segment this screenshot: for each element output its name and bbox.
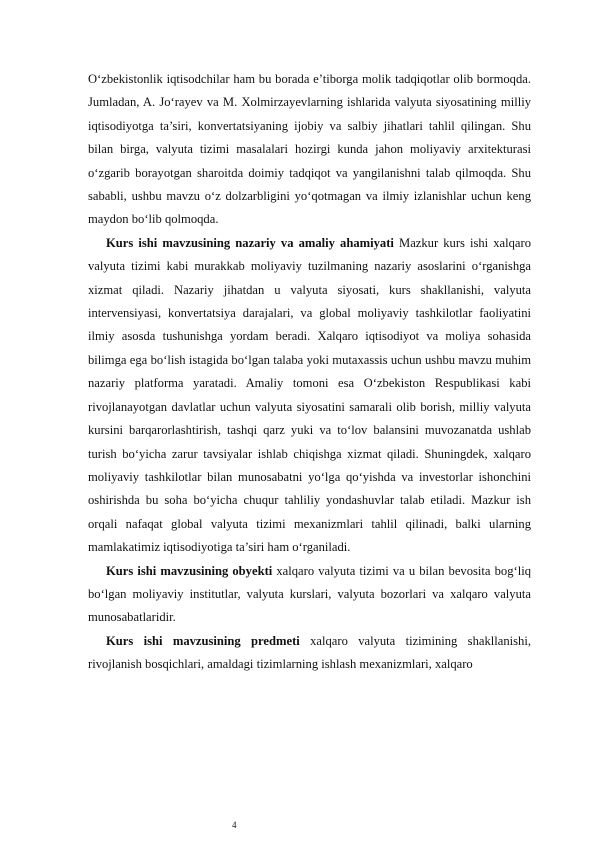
paragraph-subject — [88, 630, 531, 677]
paragraph-text: O‘zbekistonlik iqtisodchilar ham bu borada e’tiborga molik tadqiqotlar olib bormoqda. Jumladan, A. Jo‘rayev va M. Xolmirzayevlarning ishlarida valyuta siyosatining milliy iqtisodiyotga ta’siri, konvertatsiyaning ijobiy va salbiy jihatlari tahlil qilingan. Shu bilan birga, valyuta tizimi masalalari hozirgi kunda jahon moliyaviy arxitekturasi o‘zgarib borayotgan sharoitda doimiy tadqiqot va yangilanishni talab qilmoqda. Shu sababli, ushbu mavzu o‘z dolzarbligini yo‘qotmagan va ilmiy izlanishlar uchun keng maydon bo‘lib qolmoqda. — [88, 72, 531, 227]
paragraph-significance — [88, 232, 531, 560]
paragraph-text: xalqaro valyuta tizimi va u bilan bevosita bog‘liq bo‘lgan moliyaviy institutlar, valyuta kurslari, valyuta bozorlari va xalqaro valyuta munosabatlaridir. — [88, 563, 531, 625]
paragraph-intro — [88, 68, 531, 232]
document-body — [88, 68, 531, 677]
paragraph-text: xalqaro valyuta tizimining shakllanishi, rivojlanish bosqichlari, amaldagi tizimlarning ishlash mexanizmlari, xalqaro — [88, 633, 531, 672]
paragraph-heading: Kurs ishi mavzusining predmeti — [106, 633, 300, 648]
page-number: 4 — [232, 820, 237, 830]
paragraph-heading: Kurs ishi mavzusining obyekti — [106, 563, 273, 578]
paragraph-object — [88, 560, 531, 630]
paragraph-text: Mazkur kurs ishi xalqaro valyuta tizimi kabi murakkab moliyaviy tuzilmaning nazariy asoslarini o‘rganishga xizmat qiladi. Nazariy jihatdan u valyuta siyosati, kurs shakllanishi, valyuta intervensiyasi, konvertatsiya darajalari, va global moliyaviy tashkilotlar faoliyatini ilmiy asosda tushunishga yordam beradi. Xalqaro iqtisodiyot va moliya sohasida bilimga ega bo‘lish istagida bo‘lgan talaba yoki mutaxassis uchun ushbu mavzu muhim nazariy platforma yaratadi. Amaliy tomoni esa O‘zbekiston Respublikasi kabi rivojlanayotgan davlatlar uchun valyuta siyosatini samarali olib borish, milliy valyuta kursini barqarorlashtirish, tashqi qarz yuki va to‘lov balansini muvozanatda ushlab turish bo‘yicha zarur tavsiyalar ishlab chiqishga xizmat qiladi. Shuningdek, xalqaro moliyaviy tashkilotlar bilan munosabatni yo‘lga qo‘yishda va investorlar ishonchini oshirishda bu soha bo‘yicha chuqur tahliliy yondashuvlar talab etiladi. Mazkur ish orqali nafaqat global valyuta tizimi mexanizmlari tahlil qilinadi, balki ularning mamlakatimiz iqtisodiyotiga ta’siri ham o‘rganiladi. — [88, 235, 532, 555]
paragraph-heading: Kurs ishi mavzusining nazariy va amaliy ahamiyati — [106, 235, 394, 250]
